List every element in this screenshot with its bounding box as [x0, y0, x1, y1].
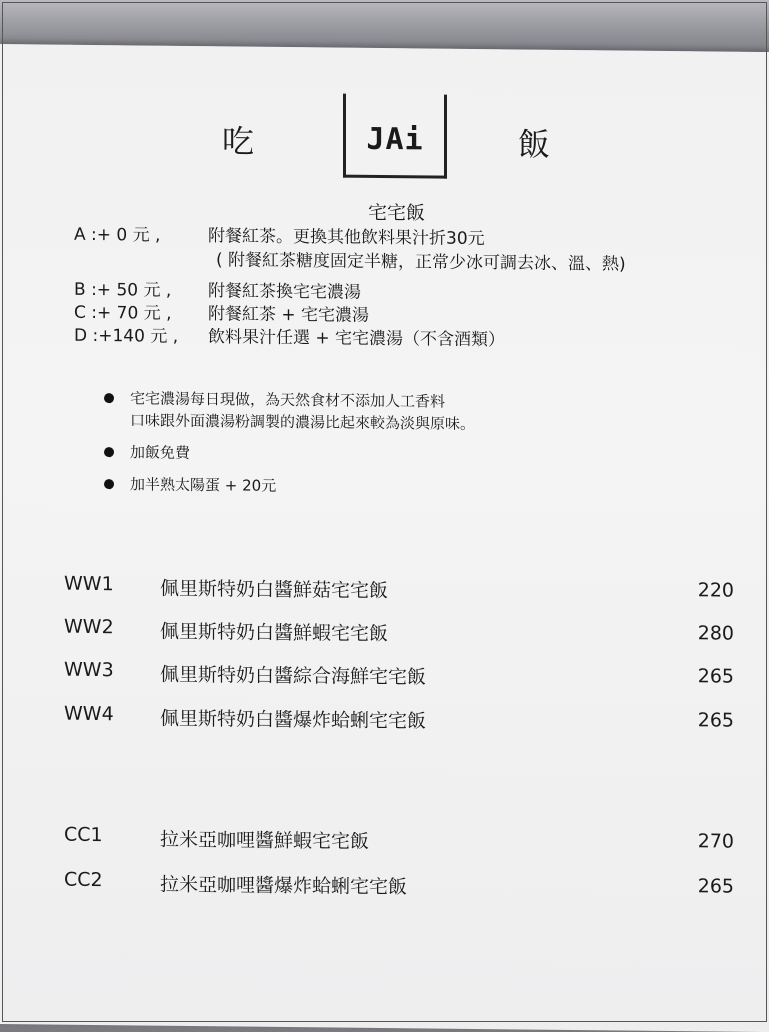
bullet-icon [104, 447, 114, 457]
logo [343, 94, 447, 179]
item-name: 佩里斯特奶白醬爆炸蛤蜊宅宅飯 [160, 707, 427, 733]
set-code: C :+ 70 元 , [74, 302, 172, 324]
item-name: 拉米亞咖哩醬鮮蝦宅宅飯 [160, 828, 370, 853]
set-desc: 附餐紅茶。更換其他飲料果汁折30元 [208, 226, 485, 250]
menu-item-ww3 [64, 659, 734, 694]
page-title: 宅宅飯 [368, 201, 426, 225]
set-code: D :+140 元 , [74, 325, 179, 347]
set-option-a [74, 220, 485, 249]
note-text: 口味跟外面濃湯粉調製的濃湯比起來較為淡與原味。 [130, 411, 476, 433]
menu-item-ww4 [64, 703, 734, 738]
item-code: WW3 [64, 658, 114, 682]
logo-text: JAi [366, 121, 424, 158]
item-name: 佩里斯特奶白醬鮮菇宅宅飯 [160, 577, 389, 603]
item-price: 270 [697, 830, 734, 853]
item-price: 220 [697, 579, 734, 602]
menu-item-cc2 [64, 869, 734, 904]
header-left-char: 吃 [222, 122, 255, 161]
item-price: 265 [697, 875, 734, 898]
note-text: 宅宅濃湯每日現做，為天然食材不添加人工香料 [130, 389, 446, 411]
note-text: 加飯免費 [130, 443, 191, 462]
item-name: 佩里斯特奶白醬鮮蝦宅宅飯 [160, 620, 389, 646]
bullet-icon [104, 393, 114, 403]
item-name: 佩里斯特奶白醬綜合海鮮宅宅飯 [160, 663, 427, 689]
item-price: 280 [697, 622, 734, 645]
note-text: 加半熟太陽蛋 + 20元 [130, 475, 277, 495]
menu-item-cc1 [64, 824, 734, 859]
bullet-icon [104, 479, 114, 489]
item-price: 265 [697, 665, 734, 688]
item-price: 265 [697, 709, 734, 732]
set-desc: 飲料果汁任選 + 宅宅濃湯（不含酒類） [208, 327, 506, 351]
set-code: A :+ 0 元 , [74, 224, 161, 246]
item-name: 拉米亞咖哩醬爆炸蛤蜊宅宅飯 [160, 873, 408, 899]
set-option-d [74, 321, 505, 351]
set-option-a-note: ( 附餐紅茶糖度固定半糖，正常少冰可調去冰、溫、熱) [216, 250, 626, 275]
item-code: CC2 [64, 868, 103, 892]
header-right-char: 飯 [518, 125, 551, 164]
item-code: WW1 [64, 572, 114, 596]
item-code: CC1 [64, 823, 103, 847]
menu-page [0, 44, 769, 1032]
menu-item-ww1 [64, 573, 734, 608]
set-desc: 附餐紅茶換宅宅濃湯 [208, 281, 361, 303]
item-code: WW4 [64, 702, 114, 726]
item-code: WW2 [64, 615, 114, 639]
menu-item-ww2 [64, 616, 734, 651]
set-desc: 附餐紅茶 + 宅宅濃湯 [208, 304, 370, 326]
set-code: B :+ 50 元 , [74, 279, 172, 301]
